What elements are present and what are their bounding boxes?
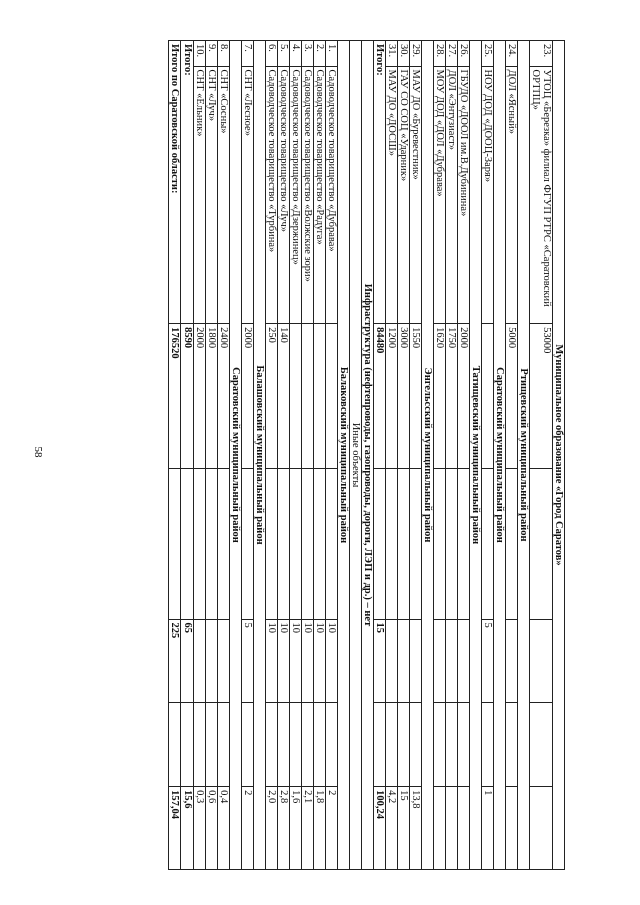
object-name: МАУ ДО «ДОСШ» [385,66,397,324]
document-page [90,40,565,870]
header-cell: Татищевский муниципальный район [469,41,481,870]
cell-c3 [313,324,325,469]
district-header [229,41,241,870]
row-number: 5. [277,41,289,67]
object-name: ДОЛ «Энтузиаст» [445,66,457,324]
district-header [337,41,349,870]
cell-c7: 2,0 [265,787,277,870]
object-name: ГАУ СО СОЦ «Ударник» [397,66,409,324]
table-row [313,41,325,870]
row-number: 10. [193,41,205,67]
table-row [385,41,397,870]
cell-c3: 2400 [217,324,229,469]
cell-c5: 5 [481,619,493,703]
object-name: СНТ «Лесное» [241,66,253,324]
header-cell: Муниципальное образование «Город Саратов» [552,41,564,870]
cell-c4 [505,469,517,619]
row-number: 27. [445,41,457,67]
cell-c6 [289,703,301,787]
cell-c3 [325,324,337,469]
cell-c5 [193,619,205,703]
table-row [325,41,337,870]
district-header [469,41,481,870]
total-row [373,41,385,870]
object-name: НОУ ДОД «ДООЦ-Заря» [481,66,493,324]
object-name: ДОЛ «Ясный» [505,66,517,324]
cell-c6 [241,703,253,787]
cell-c4 [529,469,552,619]
cell-c4 [205,469,217,619]
table-row [433,41,445,870]
cell-c7: 0,6 [205,787,217,870]
object-name: Садоводческое товарищество «Дубрава» [325,66,337,324]
section-header [349,41,361,870]
header-cell: Ртищевский муниципальный район [517,41,529,870]
cell-c3 [289,324,301,469]
cell-c5 [385,619,397,703]
table-row [481,41,493,870]
cell-c6 [301,703,313,787]
cell-c3: 2000 [241,324,253,469]
cell-c4 [445,469,457,619]
cell-c3: 53000 [529,324,552,469]
cell-c3: 1200 [385,324,397,469]
cell-c4 [397,469,409,619]
cell-c5: 10 [265,619,277,703]
row-number: 26. [457,41,469,67]
object-name: СНТ «Луч» [205,66,217,324]
page-number: 58 [32,446,44,458]
cell-c5 [457,619,469,703]
rotated-content [90,40,565,870]
total-label: Итого: [373,41,385,324]
table-row [301,41,313,870]
cell-c4 [181,469,193,619]
table-row [289,41,301,870]
cell-c7: 15 [397,787,409,870]
cell-c7 [505,787,517,870]
header-cell: Энгельсский муниципальный район [421,41,433,870]
cell-c3: 8590 [181,324,193,469]
object-name: МАУ ДО «Буревестник» [409,66,421,324]
object-name: СНТ «Сосны» [217,66,229,324]
cell-c6 [385,703,397,787]
table-row [445,41,457,870]
cell-c6 [409,703,421,787]
table-row [409,41,421,870]
cell-c7 [433,787,445,870]
cell-c6 [217,703,229,787]
cell-c7: 1,8 [313,787,325,870]
cell-c5 [433,619,445,703]
cell-c4 [385,469,397,619]
cell-c3: 1800 [205,324,217,469]
header-cell: Саратовский муниципальный район [493,41,505,870]
cell-c3: 1620 [433,324,445,469]
cell-c3 [481,324,493,469]
cell-c7: 157,04 [169,787,181,870]
cell-c7: 1 [481,787,493,870]
cell-c6 [445,703,457,787]
cell-c7: 2 [325,787,337,870]
object-name: МОУ ДОД «ДОЛ «Дубрава» [433,66,445,324]
section-header [361,41,373,870]
object-name: ГБУДО «ДООЛ им.В.Дубинина» [457,66,469,324]
cell-c7: 13,8 [409,787,421,870]
header-cell: Саратовский муниципальный район [229,41,241,870]
row-number: 31. [385,41,397,67]
cell-c5: 15 [373,619,385,703]
cell-c7: 1,6 [289,787,301,870]
cell-c7: 4,2 [385,787,397,870]
cell-c7: 2 [241,787,253,870]
row-number: 25. [481,41,493,67]
object-name: Садоводческое товарищество «Дзержинец» [289,66,301,324]
cell-c7 [445,787,457,870]
total-row [169,41,181,870]
cell-c6 [505,703,517,787]
cell-c5 [529,619,552,703]
cell-c6 [313,703,325,787]
table-row [457,41,469,870]
row-number: 3. [301,41,313,67]
cell-c3 [301,324,313,469]
header-cell: Балашовский муниципальный район [253,41,265,870]
cell-c3: 1550 [409,324,421,469]
objects-table [168,40,565,870]
row-number: 4. [289,41,301,67]
cell-c7 [457,787,469,870]
cell-c7: 2,8 [277,787,289,870]
cell-c3: 2000 [457,324,469,469]
object-name: УТОЦ «Березка» филиал ФГУП РТРС «Саратовский ОРТПЦ» [529,66,552,324]
cell-c7: 15,6 [181,787,193,870]
cell-c5 [445,619,457,703]
cell-c4 [373,469,385,619]
cell-c3: 140 [277,324,289,469]
total-row [181,41,193,870]
row-number: 24. [505,41,517,67]
cell-c3: 250 [265,324,277,469]
cell-c6 [325,703,337,787]
cell-c5 [205,619,217,703]
cell-c6 [265,703,277,787]
cell-c7: 0,3 [193,787,205,870]
cell-c4 [265,469,277,619]
district-header [253,41,265,870]
row-number: 29. [409,41,421,67]
object-name: Садоводческое товарищество «Луч» [277,66,289,324]
cell-c6 [205,703,217,787]
district-header [493,41,505,870]
object-name: Садоводческое товарищество «Турбина» [265,66,277,324]
total-label: Итого: [181,41,193,324]
cell-c5: 65 [181,619,193,703]
row-number: 9. [205,41,217,67]
cell-c6 [529,703,552,787]
table-row [397,41,409,870]
cell-c3: 84480 [373,324,385,469]
cell-c4 [481,469,493,619]
cell-c4 [217,469,229,619]
cell-c6 [457,703,469,787]
cell-c5 [409,619,421,703]
object-name: Садоводческое товарищество «Радуга» [313,66,325,324]
cell-c5 [505,619,517,703]
row-number: 1. [325,41,337,67]
table-row [217,41,229,870]
cell-c5 [397,619,409,703]
table-row [265,41,277,870]
header-cell: Инфраструктура (нефтепроводы, газопроводы, дороги, ЛЭП и др.) – нет [361,41,373,870]
cell-c4 [313,469,325,619]
municipality-header [552,41,564,870]
cell-c7 [529,787,552,870]
table-row [241,41,253,870]
cell-c6 [397,703,409,787]
object-name: Садоводческое товарищество «Волжские зори» [301,66,313,324]
cell-c4 [193,469,205,619]
row-number: 8. [217,41,229,67]
cell-c3: 5000 [505,324,517,469]
cell-c3: 2000 [193,324,205,469]
cell-c3: 3000 [397,324,409,469]
cell-c4 [325,469,337,619]
cell-c5: 10 [289,619,301,703]
cell-c4 [433,469,445,619]
table-row [193,41,205,870]
cell-c7: 0,4 [217,787,229,870]
cell-c4 [277,469,289,619]
cell-c5: 10 [313,619,325,703]
cell-c6 [433,703,445,787]
cell-c3: 176520 [169,324,181,469]
row-number: 23. [529,41,552,67]
cell-c6 [181,703,193,787]
cell-c5: 10 [325,619,337,703]
cell-c5 [217,619,229,703]
cell-c7: 2,1 [301,787,313,870]
header-cell: Иные объекты [349,41,361,870]
cell-c5: 10 [277,619,289,703]
cell-c4 [409,469,421,619]
object-name: СНТ «Ельник» [193,66,205,324]
cell-c5: 10 [301,619,313,703]
cell-c5: 225 [169,619,181,703]
table-row [529,41,552,870]
cell-c3: 1750 [445,324,457,469]
cell-c4 [457,469,469,619]
cell-c6 [373,703,385,787]
cell-c5: 5 [241,619,253,703]
district-header [517,41,529,870]
table-row [277,41,289,870]
district-header [421,41,433,870]
cell-c6 [169,703,181,787]
row-number: 7. [241,41,253,67]
header-cell: Балаковский муниципальный район [337,41,349,870]
cell-c4 [289,469,301,619]
table-row [505,41,517,870]
row-number: 6. [265,41,277,67]
cell-c7: 100,24 [373,787,385,870]
cell-c6 [481,703,493,787]
cell-c6 [277,703,289,787]
row-number: 2. [313,41,325,67]
row-number: 30. [397,41,409,67]
cell-c6 [193,703,205,787]
cell-c4 [169,469,181,619]
table-row [205,41,217,870]
cell-c4 [301,469,313,619]
row-number: 28. [433,41,445,67]
cell-c4 [241,469,253,619]
total-label: Итого по Саратовской области: [169,41,181,324]
